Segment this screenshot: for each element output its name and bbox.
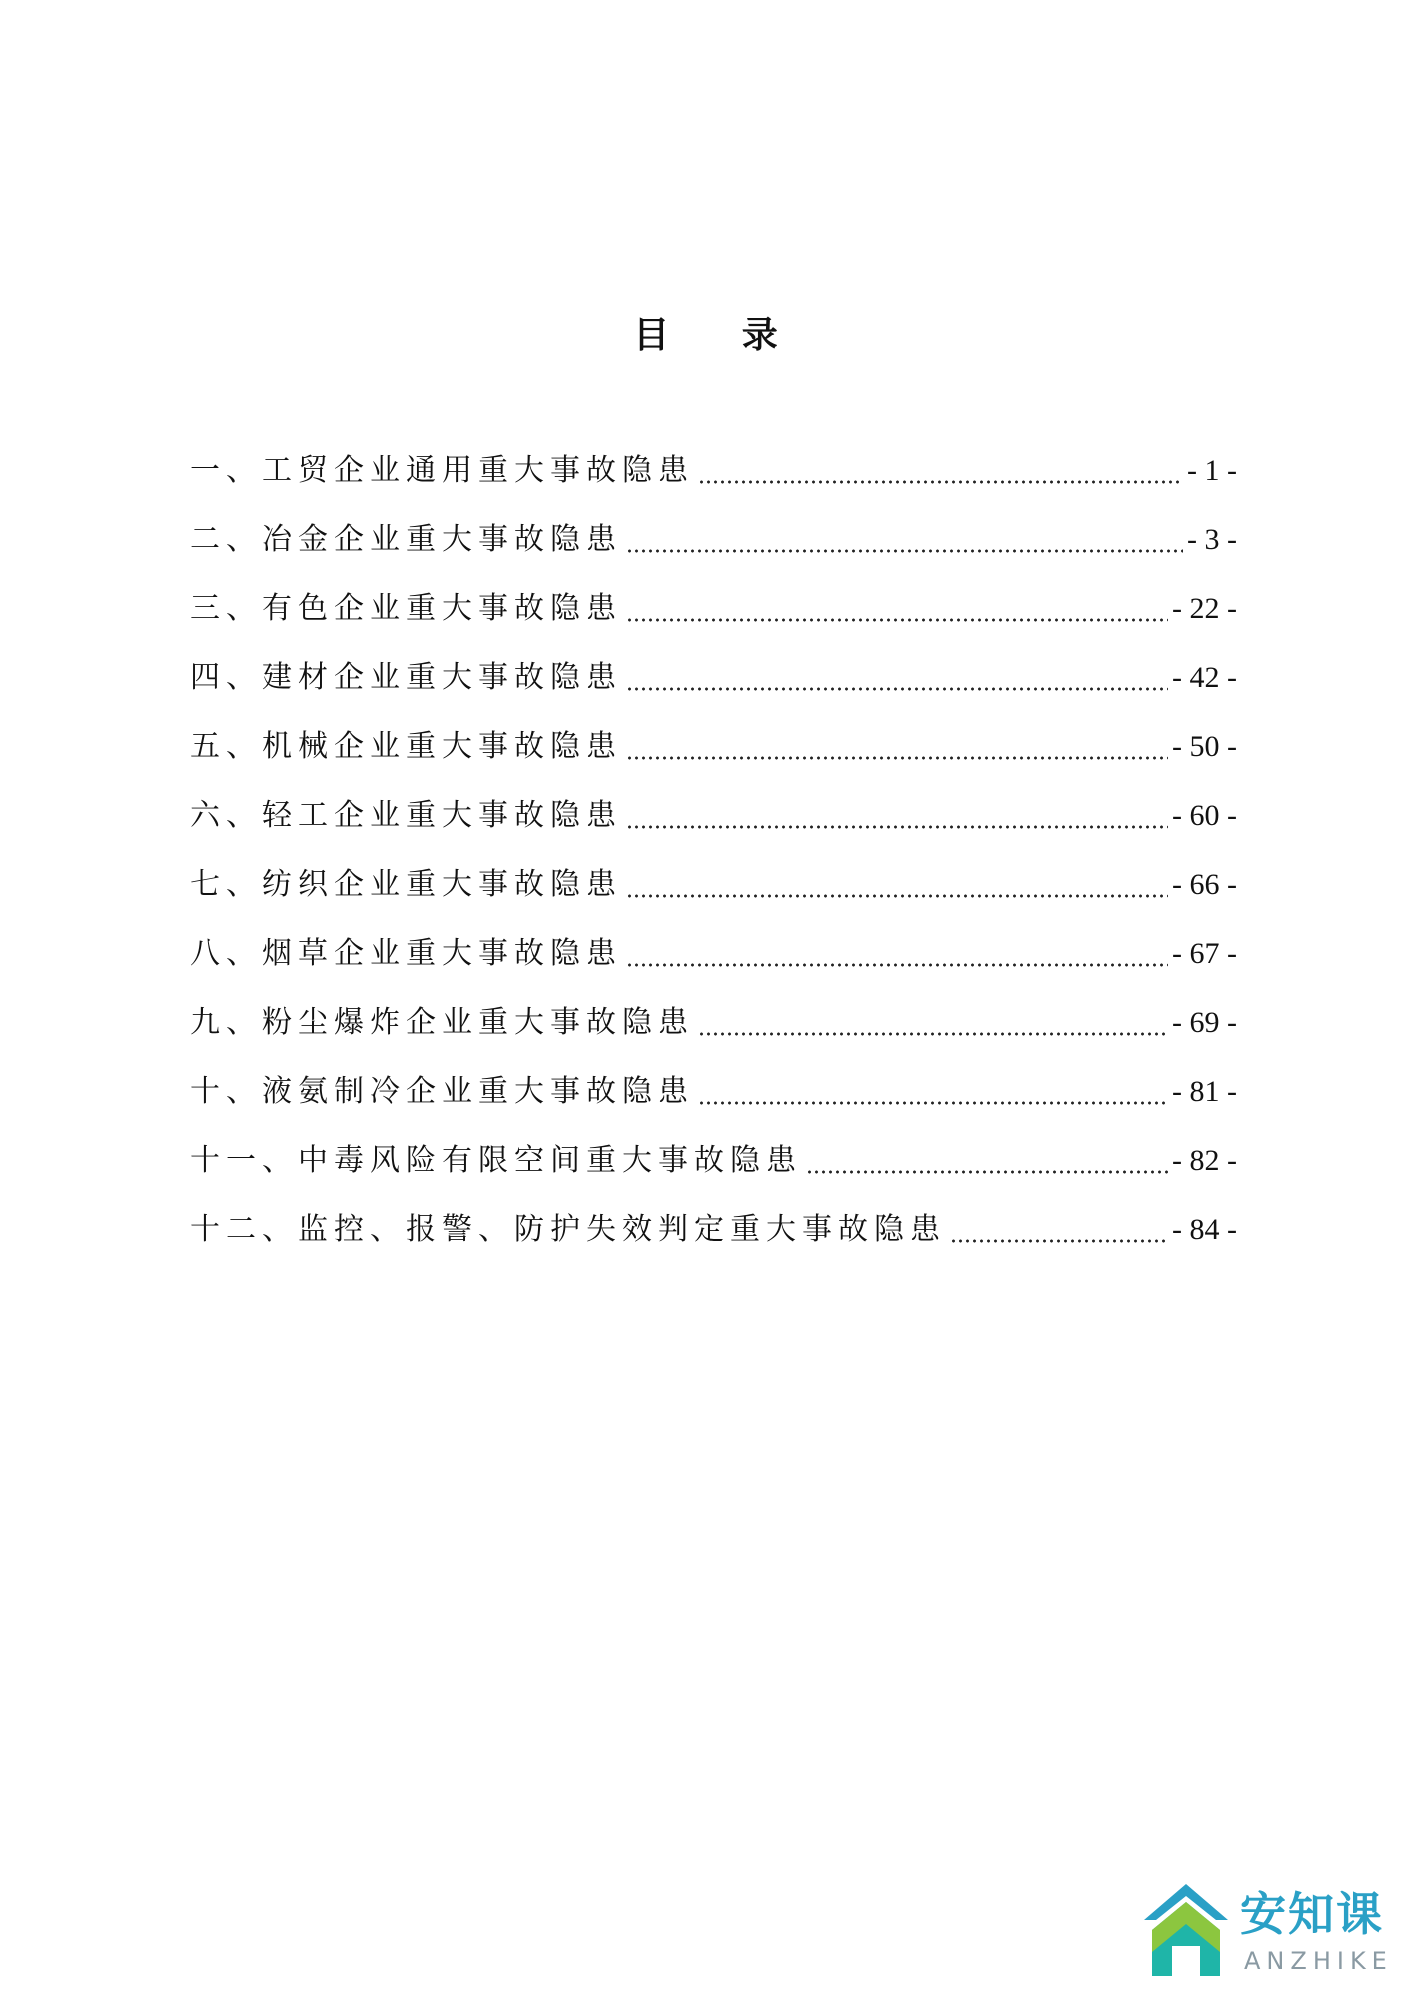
toc-entry[interactable] (190, 712, 1237, 781)
toc-entry-page: - 50 - (1172, 730, 1237, 763)
logo-subtitle: ANZHIKE (1244, 1947, 1393, 1975)
toc-entry[interactable] (190, 1126, 1237, 1195)
toc-dot-leader (626, 530, 1183, 554)
house-logo-icon (1140, 1880, 1232, 1982)
toc-entry-label: 四、建材企业重大事故隐患 (190, 660, 622, 695)
toc-dot-leader (626, 737, 1168, 761)
toc-entry-page: - 1 - (1187, 454, 1237, 487)
toc-entry-page: - 81 - (1172, 1075, 1237, 1108)
toc-dot-leader (626, 875, 1168, 899)
anzhike-logo (1140, 1880, 1410, 1990)
toc-title: 目 录 (633, 315, 808, 356)
toc-dot-leader (698, 1082, 1168, 1106)
toc-entry-page: - 66 - (1172, 868, 1237, 901)
toc-entry[interactable] (190, 1195, 1237, 1264)
toc-entry[interactable] (190, 643, 1237, 712)
toc-entry-label: 十、液氨制冷企业重大事故隐患 (190, 1074, 694, 1109)
toc-entry-page: - 42 - (1172, 661, 1237, 694)
toc-dot-leader (626, 599, 1168, 623)
toc-entry-label: 二、冶金企业重大事故隐患 (190, 522, 622, 557)
toc-entry-page: - 67 - (1172, 937, 1237, 970)
toc-entry[interactable] (190, 988, 1237, 1057)
toc-entry-page: - 69 - (1172, 1006, 1237, 1039)
toc-entry[interactable] (190, 436, 1237, 505)
toc-dot-leader (806, 1151, 1168, 1175)
toc-entry-label: 七、纺织企业重大事故隐患 (190, 867, 622, 902)
toc-dot-leader (626, 806, 1168, 830)
toc-entry-page: - 84 - (1172, 1213, 1237, 1246)
toc-entry-page: - 22 - (1172, 592, 1237, 625)
toc-entry[interactable] (190, 505, 1237, 574)
toc-list (190, 436, 1237, 1264)
toc-entry[interactable] (190, 919, 1237, 988)
toc-entry-label: 三、有色企业重大事故隐患 (190, 591, 622, 626)
logo-name: 安知课 (1240, 1887, 1384, 1941)
toc-entry-page: - 60 - (1172, 799, 1237, 832)
toc-entry[interactable] (190, 574, 1237, 643)
toc-entry-label: 一、工贸企业通用重大事故隐患 (190, 453, 694, 488)
toc-entry-label: 十一、中毒风险有限空间重大事故隐患 (190, 1143, 802, 1178)
toc-dot-leader (698, 461, 1183, 485)
toc-dot-leader (950, 1220, 1168, 1244)
toc-dot-leader (626, 944, 1168, 968)
toc-entry-page: - 3 - (1187, 523, 1237, 556)
toc-entry-label: 五、机械企业重大事故隐患 (190, 729, 622, 764)
toc-entry-label: 六、轻工企业重大事故隐患 (190, 798, 622, 833)
toc-dot-leader (698, 1013, 1168, 1037)
toc-entry[interactable] (190, 1057, 1237, 1126)
toc-entry-page: - 82 - (1172, 1144, 1237, 1177)
toc-entry-label: 八、烟草企业重大事故隐患 (190, 936, 622, 971)
toc-entry-label: 九、粉尘爆炸企业重大事故隐患 (190, 1005, 694, 1040)
toc-entry[interactable] (190, 781, 1237, 850)
toc-dot-leader (626, 668, 1168, 692)
toc-entry[interactable] (190, 850, 1237, 919)
toc-entry-label: 十二、监控、报警、防护失效判定重大事故隐患 (190, 1212, 946, 1247)
